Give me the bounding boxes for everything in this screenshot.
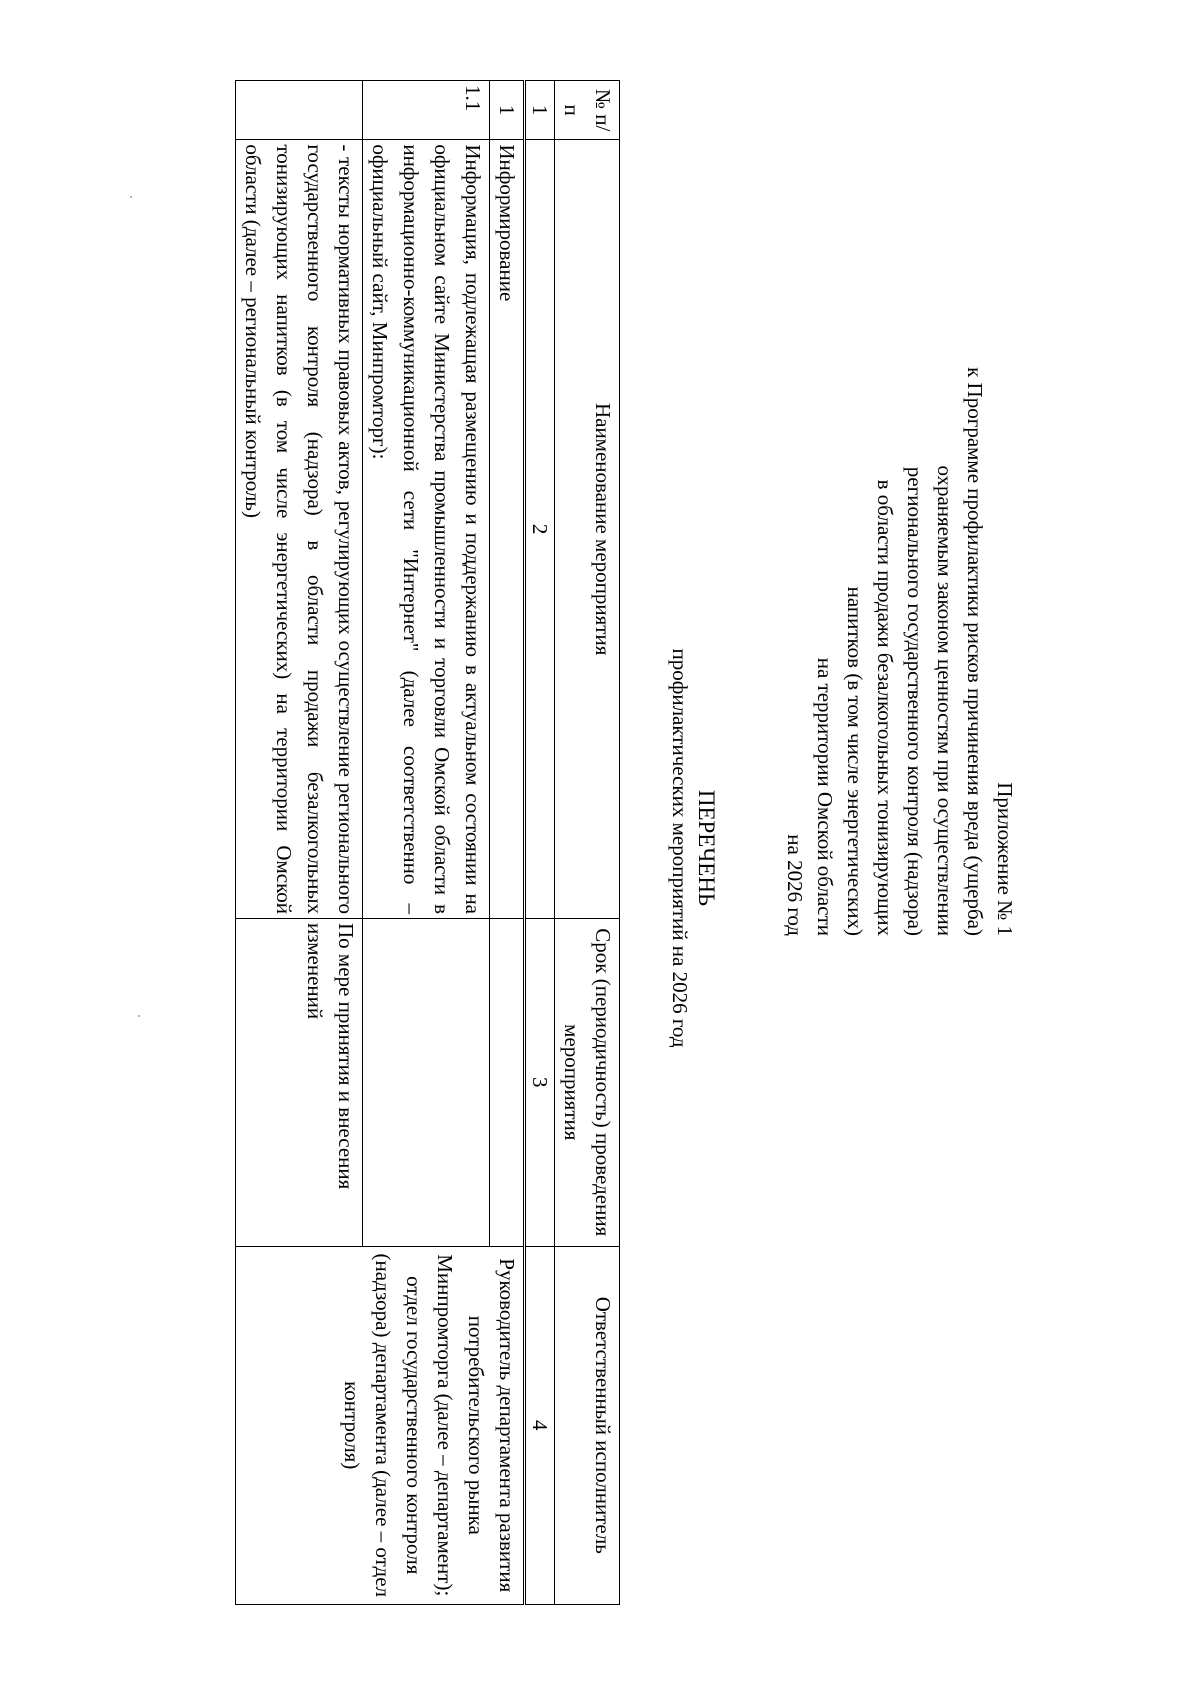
appendix-line: на территории Омской области <box>813 657 837 936</box>
section-name: Информирование <box>490 140 525 919</box>
title-sub: профилактических мероприятий на 2026 год <box>668 648 692 1048</box>
appendix-block <box>780 60 1020 936</box>
row-name: - тексты нормативных правовых актов, регулирующих осуществление регионального государственного контроля (надзора) в области продажи безалкогольных тонизирующих напитков (в том числе энергетических) на территории Омской области (далее – региональный контроль) <box>236 140 363 919</box>
header-responsible: Ответственный исполнитель <box>555 1246 620 1604</box>
scan-speck <box>138 1015 140 1017</box>
measures-table <box>235 80 620 1605</box>
title-main: ПЕРЕЧЕНЬ <box>694 789 719 907</box>
column-number: 3 <box>525 919 555 1247</box>
appendix-line: в области продажи безалкогольных тонизирующих <box>873 479 897 936</box>
header-name: Наименование мероприятия <box>555 140 620 919</box>
table-header-row <box>555 81 620 1605</box>
document-title <box>666 0 720 1696</box>
column-number: 1 <box>525 81 555 140</box>
row-term: По мере принятия и внесения изменений <box>236 919 363 1247</box>
row-term <box>363 919 490 1247</box>
row-num <box>236 81 363 140</box>
column-number: 2 <box>525 140 555 919</box>
section-num: 1 <box>490 81 525 140</box>
appendix-line: Приложение № 1 <box>993 782 1017 936</box>
column-numbers-row <box>525 81 555 1605</box>
appendix-line: на 2026 год <box>783 834 807 936</box>
appendix-line: регионального государственного контроля (надзора) <box>903 466 927 936</box>
row-name: Информация, подлежащая размещению и поддержанию в актуальном состоянии на официальном сайте Министерства промышленности и торговли Омской области в информационно-коммуникационной сети "Интернет" (далее соответственно – официальный сайт, Минпромторг): <box>363 140 490 919</box>
appendix-line: напитков (в том числе энергетических) <box>843 586 867 936</box>
header-term: Срок (периодичность) проведения мероприятия <box>555 919 620 1247</box>
appendix-line: к Программе профилактики рисков причинения вреда (ущерба) <box>963 367 987 936</box>
header-num: № п/п <box>555 81 620 140</box>
scan-speck <box>130 196 132 198</box>
section-term <box>490 919 525 1247</box>
appendix-line: охраняемым законом ценностям при осуществлении <box>933 465 957 936</box>
row-num: 1.1 <box>363 81 490 140</box>
column-number: 4 <box>525 1246 555 1604</box>
section-row <box>490 81 525 1605</box>
responsible-cell: Руководитель департамента развития потребительского рынка Минпромторга (далее – департамент); отдел государственного контроля (надзора) департамента (далее – отдел контроля) <box>236 1246 525 1604</box>
